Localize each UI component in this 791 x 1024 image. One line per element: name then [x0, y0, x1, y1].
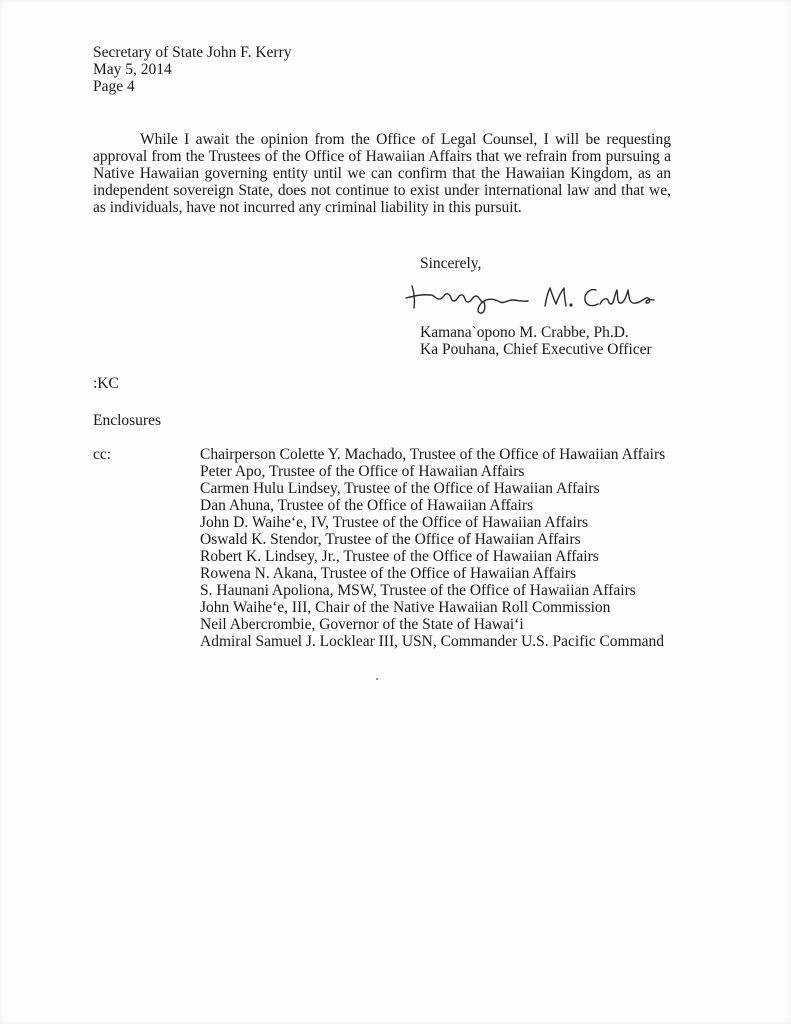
body-paragraph: While I await the opinion from the Office of Legal Counsel, I will be requesting approval from the Trustees of the Office of Hawaiian Affairs that we refrain from pursuing a Native Hawaiian governing entity until we can confirm that the Hawaiian Kingdom, as an independent sovereign State, does not continue to exist under international law and that we, as individuals, have not incurred any criminal liability in this pursuit. [93, 131, 671, 216]
typist-initials: :KC [93, 375, 119, 392]
cc-list-item: Oswald K. Stendor, Trustee of the Office of Hawaiian Affairs [200, 531, 581, 548]
scan-speck [376, 678, 378, 680]
cc-list-item: Rowena N. Akana, Trustee of the Office of Hawaiian Affairs [200, 565, 577, 582]
page-number-line: Page 4 [93, 78, 135, 95]
signer-name: Kamana`opono M. Crabbe, Ph.D. [420, 324, 629, 341]
cc-list-item: Neil Abercrombie, Governor of the State of Hawai‘i [200, 616, 524, 633]
cc-list-item: Admiral Samuel J. Locklear III, USN, Commander U.S. Pacific Command [200, 633, 665, 650]
letter-header [93, 44, 493, 95]
cc-list-item: Carmen Hulu Lindsey, Trustee of the Office of Hawaiian Affairs [200, 480, 600, 497]
cc-list-item: Robert K. Lindsey, Jr., Trustee of the Office of Hawaiian Affairs [200, 548, 599, 565]
cc-list-item: Peter Apo, Trustee of the Office of Hawaiian Affairs [200, 463, 525, 480]
cc-list [200, 446, 760, 650]
recipient-line: Secretary of State John F. Kerry [93, 44, 292, 61]
enclosures-note: Enclosures [93, 412, 162, 429]
closing-salutation: Sincerely, [420, 255, 482, 272]
date-line: May 5, 2014 [93, 61, 172, 78]
signature-block [420, 324, 740, 358]
signer-title: Ka Pouhana, Chief Executive Officer [420, 341, 652, 358]
cc-list-item: John D. Waihe‘e, IV, Trustee of the Office of Hawaiian Affairs [200, 514, 589, 531]
handwritten-signature [400, 278, 700, 318]
cc-list-item: Chairperson Colette Y. Machado, Trustee of the Office of Hawaiian Affairs [200, 446, 666, 463]
cc-list-item: S. Haunani Apoliona, MSW, Trustee of the Office of Hawaiian Affairs [200, 582, 636, 599]
cc-label: cc: [93, 446, 112, 463]
cc-list-item: Dan Ahuna, Trustee of the Office of Hawaiian Affairs [200, 497, 534, 514]
cc-list-item: John Waihe‘e, III, Chair of the Native Hawaiian Roll Commission [200, 599, 611, 616]
